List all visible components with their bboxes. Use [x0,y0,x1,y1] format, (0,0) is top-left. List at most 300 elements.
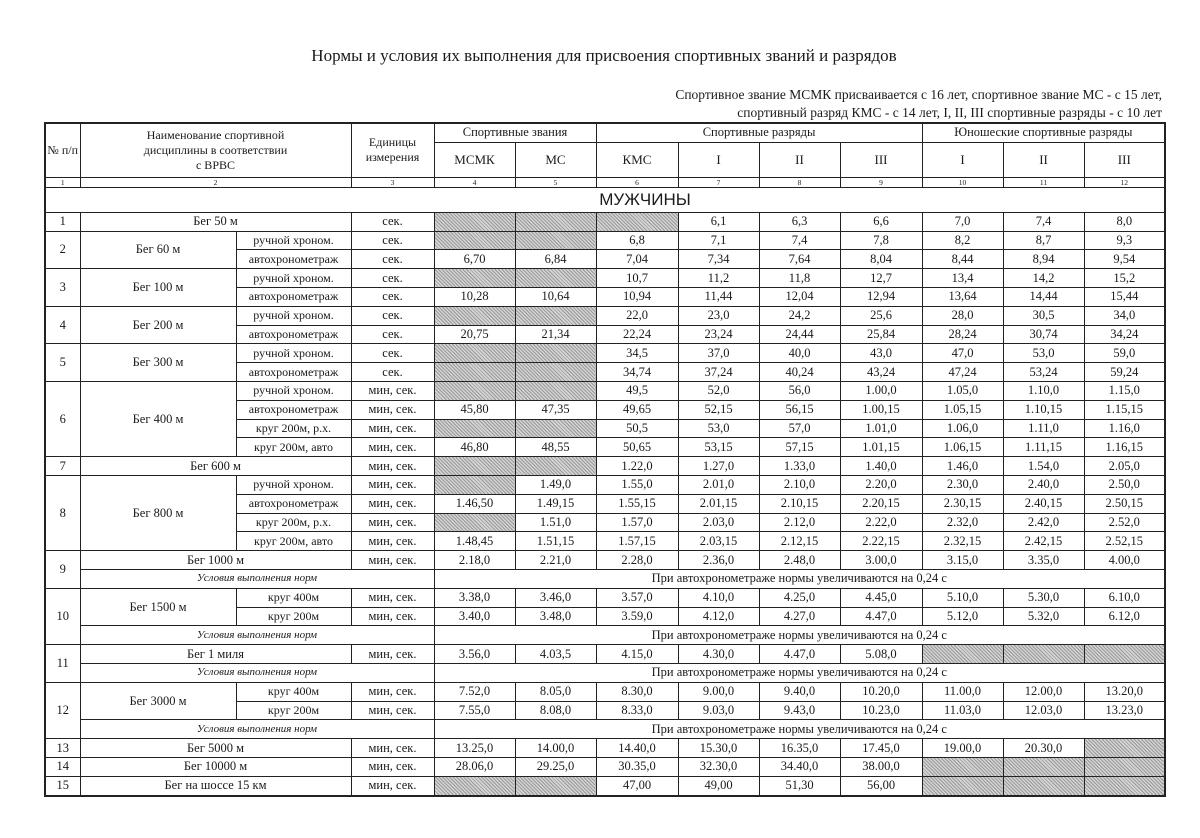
norm-value: 24,2 [759,306,840,325]
norm-value: 5.30,0 [1003,588,1084,607]
norm-value: 3.46,0 [515,588,596,607]
unit: сек. [351,306,434,325]
event-variant: ручной хроном. [236,306,351,325]
norm-value: 2.01,0 [678,475,759,494]
event-name: Бег на шоссе 15 км [80,776,351,795]
norm-value: 10,28 [434,287,515,306]
norm-value: 30,74 [1003,325,1084,344]
header-group-ranks: Спортивные разряды [596,123,922,142]
event-name: Бег 1000 м [80,551,351,570]
norm-value: 8.33,0 [596,701,678,720]
norm-value: 49,65 [596,400,678,419]
norm-value: 11,8 [759,269,840,288]
event-name: Бег 800 м [80,475,236,550]
norm-value: 2.21,0 [515,551,596,570]
norm-value: 25,84 [840,325,922,344]
event-variant: ручной хроном. [236,381,351,400]
norm-value: 14,44 [1003,287,1084,306]
hatched-empty-cell [434,381,515,400]
hatched-empty-cell [1084,739,1165,758]
table-row [45,475,1165,494]
norm-value: 2.03,15 [678,532,759,551]
event-number: 5 [45,344,80,382]
table-row [45,551,1165,570]
norm-value: 1.57,0 [596,513,678,532]
norm-value: 28,0 [922,306,1003,325]
norm-value: 45,80 [434,400,515,419]
note-row [45,626,1165,645]
norm-value: 2.22,15 [840,532,922,551]
column-number: 8 [759,177,840,187]
norm-value: 50,5 [596,419,678,438]
norm-value: 12.03,0 [1003,701,1084,720]
norm-value: 13,4 [922,269,1003,288]
conditions-text: При автохронометраже нормы увеличиваются на 0,24 с [434,626,1165,645]
norm-value: 24,44 [759,325,840,344]
event-variant: ручной хроном. [236,231,351,250]
document-title: Нормы и условия их выполнения для присвоения спортивных званий и разрядов [311,46,897,65]
hatched-empty-cell [515,419,596,438]
column-number: 3 [351,177,434,187]
norm-value: 4.15,0 [596,645,678,664]
column-number: 10 [922,177,1003,187]
table-row [45,344,1165,363]
norm-value: 2.32,0 [922,513,1003,532]
unit: мин, сек. [351,682,434,701]
hatched-empty-cell [515,306,596,325]
norm-value: 4.10,0 [678,588,759,607]
norm-value: 5.32,0 [1003,607,1084,626]
header-units: Единицы измерения [351,123,434,177]
hatched-empty-cell [515,269,596,288]
hatched-empty-cell [1003,776,1084,795]
norm-value: 15,44 [1084,287,1165,306]
norm-value: 9.03,0 [678,701,759,720]
event-variant: ручной хроном. [236,475,351,494]
event-variant: ручной хроном. [236,269,351,288]
hatched-empty-cell [1084,757,1165,776]
event-variant: круг 200м, р.х. [236,513,351,532]
event-name: Бег 10000 м [80,757,351,776]
norm-value: 2.10,15 [759,494,840,513]
column-number: 4 [434,177,515,187]
norm-value: 3.00,0 [840,551,922,570]
event-number: 10 [45,588,80,644]
norm-value: 13.25,0 [434,739,515,758]
norm-value: 30,5 [1003,306,1084,325]
norm-value: 1.10,0 [1003,381,1084,400]
norm-value: 1.55,0 [596,475,678,494]
norm-value: 7,4 [759,231,840,250]
table-row [45,776,1165,795]
norm-value: 3.57,0 [596,588,678,607]
norm-value: 8.05,0 [515,682,596,701]
event-variant: автохронометраж [236,400,351,419]
norm-value: 15.30,0 [678,739,759,758]
hatched-empty-cell [596,212,678,231]
norm-value: 2.42,0 [1003,513,1084,532]
event-number: 15 [45,776,80,795]
norm-value: 46,80 [434,438,515,457]
hatched-empty-cell [434,513,515,532]
norm-value: 12,04 [759,287,840,306]
event-number: 9 [45,551,80,589]
norm-value: 9,54 [1084,250,1165,269]
event-name: Бег 600 м [80,457,351,476]
norm-value: 34,74 [596,363,678,382]
event-variant: круг 200м, авто [236,438,351,457]
note-row [45,663,1165,682]
unit: мин, сек. [351,607,434,626]
norm-value: 3.15,0 [922,551,1003,570]
norm-value: 2.50,0 [1084,475,1165,494]
norm-value: 4.47,0 [840,607,922,626]
event-variant: круг 200м, авто [236,532,351,551]
norm-value: 2.52,15 [1084,532,1165,551]
column-number: 6 [596,177,678,187]
event-variant: круг 200м, р.х. [236,419,351,438]
unit: мин, сек. [351,551,434,570]
table-row [45,739,1165,758]
norm-value: 6,8 [596,231,678,250]
norm-value: 1.51,0 [515,513,596,532]
norm-value: 7,0 [922,212,1003,231]
norm-value: 3.59,0 [596,607,678,626]
norm-value: 57,0 [759,419,840,438]
table-row [45,457,1165,476]
unit: мин, сек. [351,400,434,419]
norm-value: 10,7 [596,269,678,288]
norm-value: 53,24 [1003,363,1084,382]
norm-value: 56,0 [759,381,840,400]
norm-value: 28,24 [922,325,1003,344]
unit: мин, сек. [351,588,434,607]
norm-value: 7,04 [596,250,678,269]
norm-value: 4.03,5 [515,645,596,664]
norm-value: 1.49,0 [515,475,596,494]
norm-value: 23,0 [678,306,759,325]
norm-value: 1.22,0 [596,457,678,476]
hatched-empty-cell [434,419,515,438]
unit: мин, сек. [351,438,434,457]
event-number: 4 [45,306,80,344]
header-group-titles: Спортивные звания [434,123,596,142]
event-number: 3 [45,269,80,307]
norm-value: 23,24 [678,325,759,344]
header-col-2: МС [515,142,596,177]
conditions-label: Условия выполнения норм [80,720,434,739]
norm-value: 1.15,0 [1084,381,1165,400]
norm-value: 30.35,0 [596,757,678,776]
event-number: 8 [45,475,80,550]
norm-value: 51,30 [759,776,840,795]
event-variant: автохронометраж [236,287,351,306]
norm-value: 8.08,0 [515,701,596,720]
norm-value: 52,15 [678,400,759,419]
norm-value: 3.40,0 [434,607,515,626]
norm-value: 1.06,0 [922,419,1003,438]
norm-value: 40,0 [759,344,840,363]
hatched-empty-cell [434,475,515,494]
norm-value: 17.45,0 [840,739,922,758]
norm-value: 2.12,0 [759,513,840,532]
norm-value: 14.00,0 [515,739,596,758]
norm-value: 2.20,0 [840,475,922,494]
unit: мин, сек. [351,475,434,494]
norm-value: 1.06,15 [922,438,1003,457]
conditions-label: Условия выполнения норм [80,663,434,682]
unit: мин, сек. [351,513,434,532]
norm-value: 21,34 [515,325,596,344]
unit: мин, сек. [351,701,434,720]
norm-value: 2.28,0 [596,551,678,570]
table-row [45,588,1165,607]
norm-value: 47,24 [922,363,1003,382]
norm-value: 8,0 [1084,212,1165,231]
norm-value: 1.55,15 [596,494,678,513]
norm-value: 1.33,0 [759,457,840,476]
table-row [45,212,1165,231]
norm-value: 14.40,0 [596,739,678,758]
hatched-empty-cell [922,757,1003,776]
header-col-4: I [678,142,759,177]
norm-value: 10.23,0 [840,701,922,720]
norm-value: 9.00,0 [678,682,759,701]
norm-value: 43,0 [840,344,922,363]
norm-value: 9,3 [1084,231,1165,250]
norm-value: 1.46,0 [922,457,1003,476]
unit: сек. [351,269,434,288]
norm-value: 6,6 [840,212,922,231]
norm-value: 43,24 [840,363,922,382]
norm-value: 2.40,0 [1003,475,1084,494]
norm-value: 2.32,15 [922,532,1003,551]
norm-value: 12,7 [840,269,922,288]
norm-value: 3.48,0 [515,607,596,626]
norm-value: 1.05,0 [922,381,1003,400]
norm-value: 7.55,0 [434,701,515,720]
norm-value: 5.08,0 [840,645,922,664]
hatched-empty-cell [434,231,515,250]
header-col-1: МСМК [434,142,515,177]
column-number: 5 [515,177,596,187]
hatched-empty-cell [434,776,515,795]
hatched-empty-cell [515,344,596,363]
norm-value: 1.40,0 [840,457,922,476]
table-row [45,269,1165,288]
norm-value: 8,7 [1003,231,1084,250]
table-row [45,231,1165,250]
unit: сек. [351,250,434,269]
header-col-8: II [1003,142,1084,177]
norm-value: 34,5 [596,344,678,363]
norm-value: 1.10,15 [1003,400,1084,419]
norm-value: 4.25,0 [759,588,840,607]
norm-value: 2.05,0 [1084,457,1165,476]
norm-value: 2.40,15 [1003,494,1084,513]
age-conditions [675,86,1162,122]
hatched-empty-cell [515,776,596,795]
norm-value: 2.52,0 [1084,513,1165,532]
norm-value: 25,6 [840,306,922,325]
event-variant: круг 400м [236,588,351,607]
norm-value: 28.06,0 [434,757,515,776]
norm-value: 47,0 [922,344,1003,363]
norm-value: 13,64 [922,287,1003,306]
hatched-empty-cell [515,457,596,476]
table-row [45,682,1165,701]
hatched-empty-cell [922,776,1003,795]
event-number: 6 [45,381,80,456]
hatched-empty-cell [515,231,596,250]
norm-value: 8,04 [840,250,922,269]
norm-value: 4.45,0 [840,588,922,607]
norm-value: 6,3 [759,212,840,231]
norm-value: 2.22,0 [840,513,922,532]
norm-value: 7,8 [840,231,922,250]
unit: мин, сек. [351,645,434,664]
norm-value: 2.03,0 [678,513,759,532]
norm-value: 4.00,0 [1084,551,1165,570]
norm-value: 7,64 [759,250,840,269]
hatched-empty-cell [434,344,515,363]
norm-value: 7.52,0 [434,682,515,701]
conditions-text: При автохронометраже нормы увеличиваются на 0,24 с [434,663,1165,682]
hatched-empty-cell [922,645,1003,664]
norm-value: 1.00,15 [840,400,922,419]
unit: мин, сек. [351,739,434,758]
norm-value: 7,4 [1003,212,1084,231]
norm-value: 3.38,0 [434,588,515,607]
column-number: 7 [678,177,759,187]
event-variant: автохронометраж [236,494,351,513]
norm-value: 6.10,0 [1084,588,1165,607]
norm-value: 1.48,45 [434,532,515,551]
norm-value: 11.03,0 [922,701,1003,720]
norm-value: 1.46,50 [434,494,515,513]
hatched-empty-cell [1003,645,1084,664]
event-name: Бег 200 м [80,306,236,344]
norm-value: 2.18,0 [434,551,515,570]
unit: мин, сек. [351,381,434,400]
norm-value: 1.00,0 [840,381,922,400]
norm-value: 1.16,0 [1084,419,1165,438]
norm-value: 3.56,0 [434,645,515,664]
norm-value: 11,44 [678,287,759,306]
note-row [45,569,1165,588]
event-variant: автохронометраж [236,363,351,382]
norm-value: 6,70 [434,250,515,269]
norm-value: 16.35,0 [759,739,840,758]
norm-value: 37,24 [678,363,759,382]
table-row [45,381,1165,400]
norm-value: 32.30,0 [678,757,759,776]
table-row [45,645,1165,664]
norm-value: 8,2 [922,231,1003,250]
norm-value: 10,94 [596,287,678,306]
unit: мин, сек. [351,419,434,438]
norm-value: 1.16,15 [1084,438,1165,457]
norm-value: 14,2 [1003,269,1084,288]
norm-value: 56,00 [840,776,922,795]
hatched-empty-cell [515,212,596,231]
hatched-empty-cell [434,212,515,231]
unit: сек. [351,363,434,382]
norm-value: 2.10,0 [759,475,840,494]
norm-value: 6.12,0 [1084,607,1165,626]
norm-value: 5.12,0 [922,607,1003,626]
norm-value: 12.00,0 [1003,682,1084,701]
norm-value: 20.30,0 [1003,739,1084,758]
norm-value: 50,65 [596,438,678,457]
unit: сек. [351,287,434,306]
norm-value: 6,84 [515,250,596,269]
hatched-empty-cell [1084,645,1165,664]
norm-value: 1.05,15 [922,400,1003,419]
norm-value: 4.12,0 [678,607,759,626]
column-number: 1 [45,177,80,187]
header-discipline: Наименование спортивной дисциплины в соответствии с ВРВС [80,123,351,177]
norm-value: 2.01,15 [678,494,759,513]
event-number: 1 [45,212,80,231]
norm-value: 57,15 [759,438,840,457]
event-variant: ручной хроном. [236,344,351,363]
event-number: 7 [45,457,80,476]
norm-value: 13.20,0 [1084,682,1165,701]
event-number: 2 [45,231,80,269]
header-col-9: III [1084,142,1165,177]
norm-value: 47,00 [596,776,678,795]
header-col-5: II [759,142,840,177]
norm-value: 2.30,0 [922,475,1003,494]
norm-value: 2.30,15 [922,494,1003,513]
event-name: Бег 1 миля [80,645,351,664]
column-number: 12 [1084,177,1165,187]
age-conditions-line-2: спортивный разряд КМС - с 14 лет, I, II, III спортивные разряды - с 10 лет [737,105,1162,120]
norm-value: 1.15,15 [1084,400,1165,419]
unit: мин, сек. [351,457,434,476]
norm-value: 3.35,0 [1003,551,1084,570]
event-variant: круг 400м [236,682,351,701]
norm-value: 8,44 [922,250,1003,269]
table-row [45,306,1165,325]
event-number: 12 [45,682,80,738]
header-col-6: III [840,142,922,177]
norm-value: 34,24 [1084,325,1165,344]
norm-value: 2.50,15 [1084,494,1165,513]
norm-value: 1.51,15 [515,532,596,551]
event-name: Бег 300 м [80,344,236,382]
norm-value: 1.27,0 [678,457,759,476]
event-variant: автохронометраж [236,325,351,344]
unit: мин, сек. [351,757,434,776]
norm-value: 48,55 [515,438,596,457]
event-variant: автохронометраж [236,250,351,269]
event-name: Бег 60 м [80,231,236,269]
norm-value: 1.49,15 [515,494,596,513]
hatched-empty-cell [434,457,515,476]
norm-value: 8,94 [1003,250,1084,269]
event-name: Бег 400 м [80,381,236,456]
unit: мин, сек. [351,532,434,551]
norm-value: 1.57,15 [596,532,678,551]
norm-value: 11.00,0 [922,682,1003,701]
unit: сек. [351,231,434,250]
norm-value: 4.30,0 [678,645,759,664]
column-number: 9 [840,177,922,187]
header-col-3: КМС [596,142,678,177]
conditions-text: При автохронометраже нормы увеличиваются на 0,24 с [434,569,1165,588]
